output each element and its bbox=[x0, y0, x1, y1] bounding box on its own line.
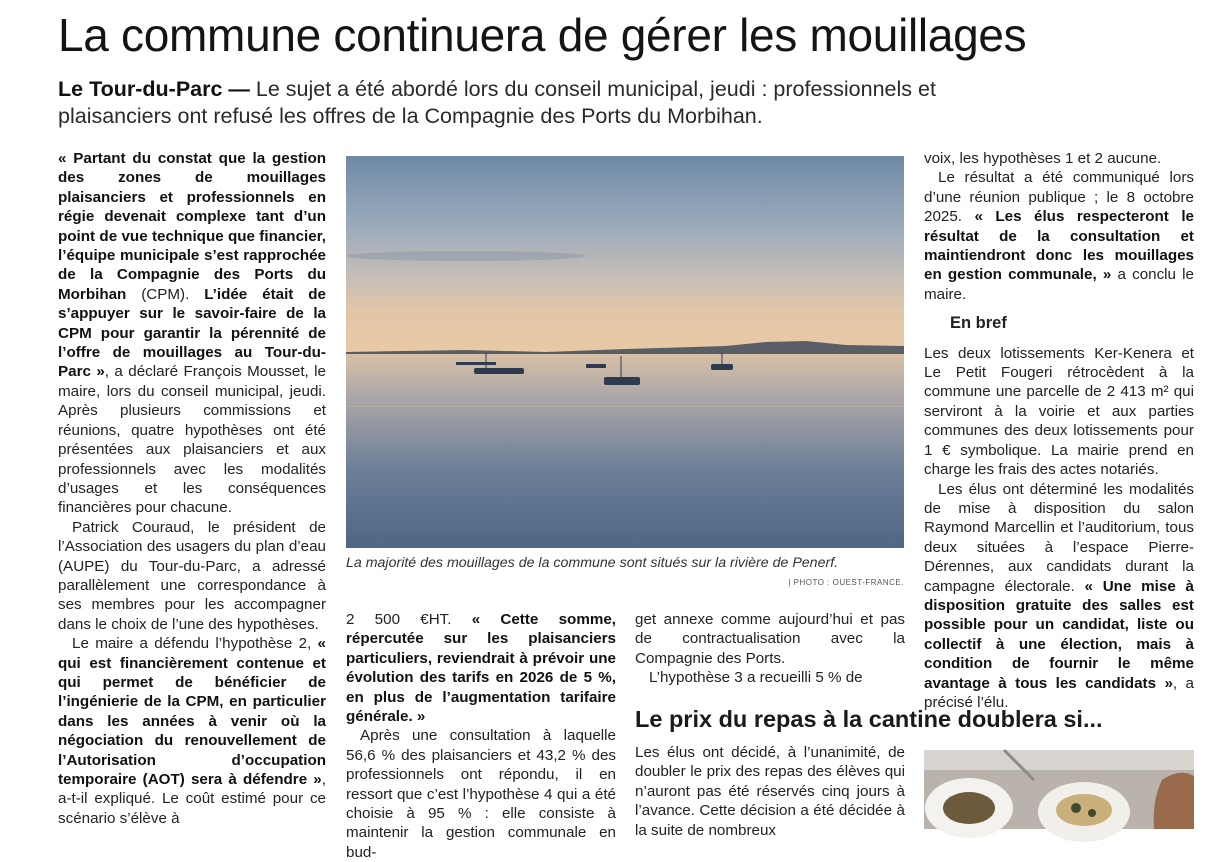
quote-text: « qui est financièrement contenue et qui permet de bénéficier de l’ingénierie de la CPM, en particulier dans les années à venir où la négociation du renouvellement de l’Autorisation d’occupation temporaire (AOT) sera à défendre » bbox=[58, 635, 326, 788]
lede bbox=[58, 76, 958, 130]
text: , a déclaré François Mousset, le maire, lors du conseil municipal, jeudi. Après plusieurs commissions et réunions, quatre hypothèses ont été présentées aux plaisanciers et aux professionnels avec les modalités d’usages et les conséquences financières pour chacune. bbox=[58, 363, 326, 517]
paragraph: voix, les hypothèses 1 et 2 aucune. bbox=[924, 150, 1162, 167]
lede-text: Le sujet a été abordé lors du conseil municipal, jeudi : professionnels et plaisanciers ont refusé les offres de la Compagnie des Ports du Morbihan. bbox=[58, 77, 936, 128]
paragraph: L’hypothèse 3 a recueilli 5 % de bbox=[649, 669, 863, 687]
lede-location: Le Tour-du-Parc — bbox=[58, 77, 250, 101]
article2-title: Le prix du repas à la cantine doublera si... bbox=[635, 706, 1103, 732]
paragraph bbox=[924, 168, 1194, 304]
harbor-sunset-image bbox=[346, 156, 904, 548]
photo-caption: La majorité des mouillages de la commune sont situés sur la rivière de Penerf. bbox=[346, 555, 839, 571]
paragraph: Les deux lotissements Ker-Kenera et Le Petit Fougeri rétrocèdent à la commune une parcelle de 2 413 m² qui serviront à la voirie et aux parties communes des deux lotissements pour 1 € symbolique. La mairie prend en charge les frais des actes notariés. bbox=[924, 344, 1194, 479]
quote-text: « Une mise à disposition gratuite des salles est possible pour un candidat, liste ou collectif à une élection, mais à condition de fournir le même avantage à tous les candidats » bbox=[924, 577, 1194, 692]
text: Les élus ont déterminé les modalités de mise à disposition du salon Raymond Marcellin et l’auditorium, tous deux situées à l’espace Pierre-Dérennes, aux candidats durant la campagne électorale. bbox=[924, 480, 1194, 595]
text: , a précisé l’élu. bbox=[924, 674, 1194, 711]
quote-text: « Cette somme, répercutée sur les plaisanciers particuliers, reviendrait à prévoir une évolution des tarifs en 2026 de 5 %, en plus de l’augmentation tarifaire générale. » bbox=[346, 611, 617, 726]
article-column-3 bbox=[635, 610, 905, 688]
quote-text: « Partant du constat que la gestion des zones de mouillages plaisanciers et professionnels en régie devenait complexe tant d’un point de vue technique que financier, l’équipe municipale s’est rapprochée de la Compagnie des Ports du Morbihan bbox=[58, 150, 326, 303]
brief-title: En bref bbox=[950, 314, 1007, 333]
article2-column bbox=[635, 743, 905, 839]
text: Le maire a défendu l’hypothèse 2, bbox=[72, 635, 318, 653]
paragraph: Les élus ont décidé, à l’unanimité, de doubler le prix des repas des élèves qui n’auront pas été réservés cinq jours à l’avance. Cette décision a été décidée à la suite de nombreux bbox=[635, 744, 905, 839]
article-column-1 bbox=[58, 149, 326, 828]
paragraph bbox=[58, 634, 326, 828]
text: a conclu le maire. bbox=[924, 266, 1194, 303]
quote-text: L’idée était de s’appuyer sur le savoir-faire de la CPM pour garantir la pérennité de l’offre de mouillages au Tour-du-Parc » bbox=[58, 285, 326, 381]
text: (CPM). bbox=[126, 285, 205, 303]
photo-credit: | PHOTO : OUEST-FRANCE. bbox=[788, 578, 904, 587]
paragraph: Patrick Couraud, le président de l’Association des usagers du plan d’eau (AUPE) du Tour-du-Parc, a adressé parallèlement une correspondance à ses membres pour les accompagner dans le choix de l’une des hypothèses. bbox=[58, 518, 326, 633]
article-column-2 bbox=[346, 610, 616, 862]
paragraph: get annexe comme aujourd’hui et pas de contractualisation avec la Compagnie des Ports. bbox=[635, 611, 905, 667]
text: 2 500 €HT. bbox=[346, 611, 472, 628]
text: , a-t-il expliqué. Le coût estimé pour ce scénario s’élève à bbox=[58, 771, 326, 827]
quote-text: « Les élus respecteront le résultat de la consultation et maintiendront donc les mouillages en gestion communale, » bbox=[924, 208, 1194, 284]
paragraph bbox=[346, 610, 616, 726]
paragraph: Après une consultation à laquelle 56,6 % des plaisanciers et 43,2 % des professionnels ont répondu, il en ressort que c’est l’hypothèse 4 qui a été choisie à 95 % : elle consiste à maintenir la gestion communale en bud- bbox=[346, 727, 616, 861]
cantine-photo bbox=[924, 750, 1194, 829]
headline: La commune continuera de gérer les mouillages bbox=[58, 9, 1027, 61]
text: Le résultat a été communiqué lors d’une réunion publique ; le 8 octobre 2025. bbox=[924, 169, 1194, 226]
paragraph bbox=[58, 149, 326, 518]
article-column-4 bbox=[924, 149, 1194, 712]
harbor-photo bbox=[346, 156, 904, 548]
cantine-meal-image bbox=[924, 750, 1194, 829]
paragraph bbox=[924, 480, 1194, 713]
